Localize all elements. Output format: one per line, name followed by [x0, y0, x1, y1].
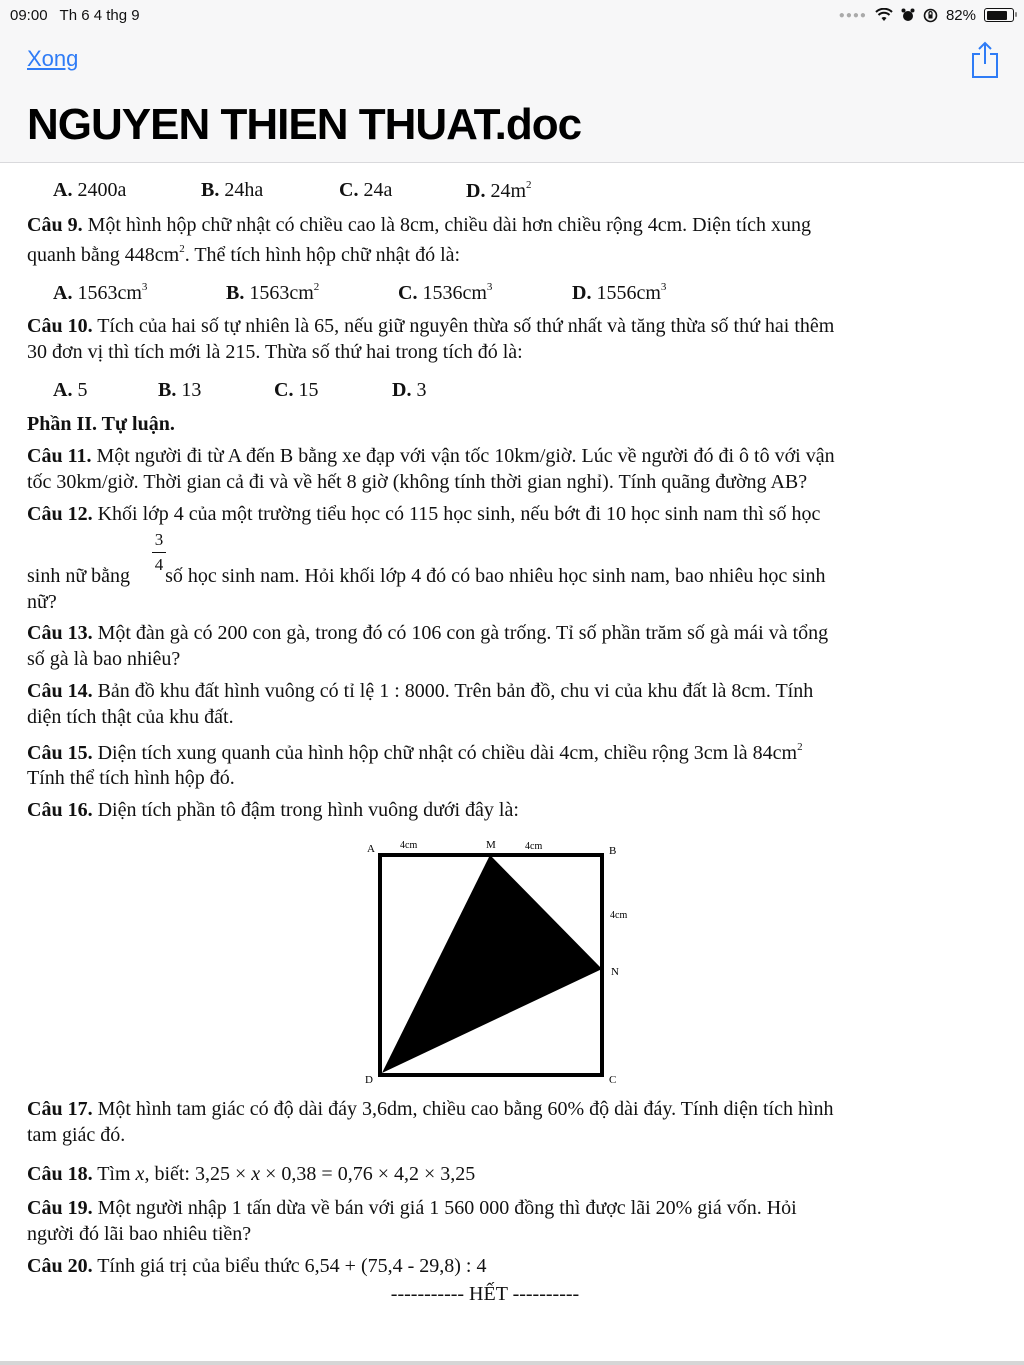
orientation-lock-icon [923, 8, 938, 23]
q18-line1: Câu 18. Tìm x, biết: 3,25 × x × 0,38 = 0,76 × 4,2 × 3,25 [27, 1163, 476, 1185]
q13-line2: số gà là bao nhiêu? [27, 648, 181, 670]
q9-option-d: D. $1556cm^3$ [572, 281, 667, 304]
q10-line2: 30 đơn vị thì tích mới là 215. Thừa số thứ hai trong tích đó là: [27, 341, 523, 363]
status-date: Th 6 4 thg 9 [59, 6, 140, 24]
q15-line1: Câu 15. Diện tích xung quanh của hình hộp chữ nhật có chiều dài 4cm, chiều rộng 3cm là $84cm^2$ [27, 741, 803, 764]
document-title: NGUYEN THIEN THUAT.doc [27, 100, 582, 149]
label-vertex-n: N [611, 966, 619, 978]
q20-line1: Câu 20. Tính giá trị của biểu thức 6,54 + (75,4 - 29,8) : 4 [27, 1255, 487, 1277]
label-vertex-d: D [365, 1074, 373, 1085]
q16-line1: Câu 16. Diện tích phần tô đậm trong hình vuông dưới đây là: [27, 799, 519, 821]
battery-fill [987, 11, 1008, 20]
status-time: 09:00 [10, 6, 48, 24]
q8-options [53, 179, 532, 203]
q12-fraction: 3 4 [152, 530, 166, 575]
end-marker: ----------- HẾT ---------- [390, 1283, 580, 1305]
label-vertex-b: B [609, 845, 617, 857]
battery-icon [984, 8, 1014, 22]
q12-line3: nữ? [27, 591, 57, 613]
page-bottom-edge [0, 1361, 1024, 1365]
q9-option-a: A. $1563cm^3$ [53, 281, 148, 304]
label-vertex-m: M [486, 839, 496, 851]
q15-line2: Tính thể tích hình hộp đó. [27, 767, 235, 789]
document-page[interactable] [0, 163, 1024, 1365]
q9-option-c: C. $1536cm^3$ [398, 281, 493, 304]
q9-line2: quanh bằng $448cm^2$. Thể tích hình hộp chữ nhật đó là: [27, 243, 461, 266]
alarm-icon [901, 8, 915, 22]
q12-line2: sinh nữ bằng số học sinh nam. Hỏi khối lớp 4 đó có bao nhiêu học sinh nam, bao nhiêu học sinh [27, 565, 826, 587]
q12-line1: Câu 12. Khối lớp 4 của một trường tiểu học có 115 học sinh, nếu bớt đi 10 học sinh nam thì số học [27, 503, 821, 525]
label-vertex-c: C [609, 1074, 617, 1085]
q8-option-c: C. 24a [339, 179, 393, 201]
q17-line2: tam giác đó. [27, 1124, 126, 1146]
wifi-icon [875, 8, 893, 22]
q11-line1: Câu 11. Một người đi từ A đến B bằng xe đạp với vận tốc 10km/giờ. Lúc về người đó đi ô tô với vận [27, 445, 835, 467]
status-icons [839, 7, 1014, 24]
label-length-am: 4cm [400, 840, 418, 851]
q9-line1: Câu 9. Một hình hộp chữ nhật có chiều cao là 8cm, chiều dài hơn chiều rộng 4cm. Diện tích xung [27, 214, 812, 236]
part2-heading: Phần II. Tự luận. [27, 413, 175, 435]
q19-line1: Câu 19. Một người nhập 1 tấn dừa về bán với giá 1 560 000 đồng thì được lãi 20% giá vốn. Hỏi [27, 1197, 797, 1219]
battery-percent: 82% [945, 6, 976, 24]
q17-line1: Câu 17. Một hình tam giác có độ dài đáy 3,6dm, chiều cao bằng 60% độ dài đáy. Tính diện tích hình [27, 1098, 834, 1120]
q14-line1: Câu 14. Bản đồ khu đất hình vuông có tỉ lệ 1 : 8000. Trên bản đồ, chu vi của khu đất là 8cm. Tính [27, 680, 814, 702]
top-bar [0, 0, 1024, 163]
status-bar [10, 5, 1014, 25]
q11-line2: tốc 30km/giờ. Thời gian cả đi và về hết 8 giờ (không tính thời gian nghỉ). Tính quãng đường AB? [27, 471, 808, 493]
done-button[interactable]: Xong [27, 46, 79, 71]
q10-option-b: B. 13 [158, 379, 202, 401]
square-figure [355, 830, 645, 1085]
q13-line1: Câu 13. Một đàn gà có 200 con gà, trong đó có 106 con gà trống. Tỉ số phần trăm số gà mái và tổng [27, 622, 829, 644]
label-length-bn: 4cm [610, 910, 628, 921]
q9-options [53, 281, 666, 305]
q10-option-c: C. 15 [274, 379, 319, 401]
q10-options [53, 379, 426, 402]
q8-option-a: A. 2400a [53, 179, 127, 201]
label-length-mb: 4cm [525, 841, 543, 852]
share-icon[interactable] [970, 40, 1000, 80]
q10-line1: Câu 10. Tích của hai số tự nhiên là 65, nếu giữ nguyên thừa số thứ nhất và tăng thừa số thứ hai thêm [27, 315, 835, 337]
q9-option-b: B. $1563cm^2$ [226, 281, 320, 304]
signal-dots-icon: ●●●● [838, 9, 867, 21]
q8-option-b: B. 24ha [201, 179, 264, 201]
label-vertex-a: A [367, 843, 375, 855]
q19-line2: người đó lãi bao nhiêu tiền? [27, 1223, 252, 1245]
q10-option-d: D. 3 [392, 379, 427, 401]
q14-line2: diện tích thật của khu đất. [27, 706, 234, 728]
q10-option-a: A. 5 [53, 379, 88, 401]
q8-option-d: D. $24m^2$ [466, 179, 532, 202]
